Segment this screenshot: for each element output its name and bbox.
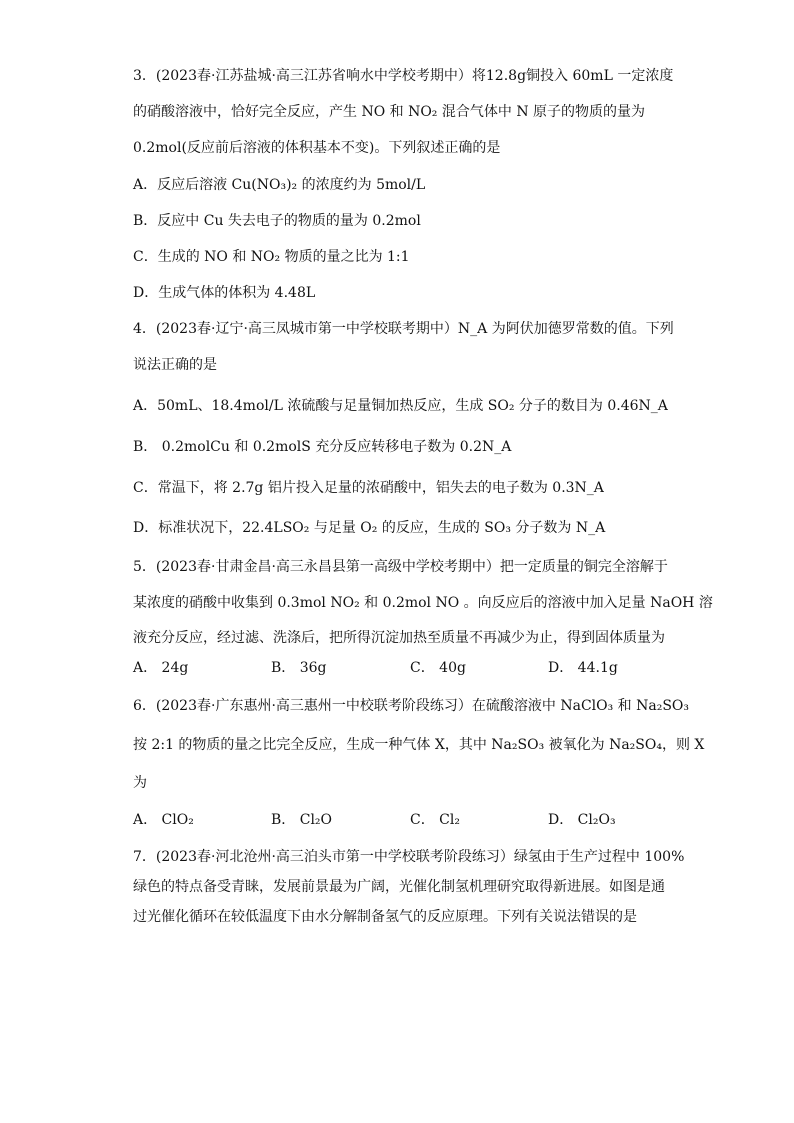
question-6-line-1: 6．(2023春·广东惠州·高三惠州一中校联考阶段练习）在硫酸溶液中 NaClO₃ 和 Na₂SO₃ [133, 698, 690, 714]
question-7-line-1: 7．(2023春·河北沧州·高三泊头市第一中学校联考阶段练习）绿氢由于生产过程中 100% [133, 849, 685, 865]
question-6-option-a: A． ClO₂ [133, 812, 194, 828]
question-3-line-2: 的硝酸溶液中，恰好完全反应，产生 NO 和 NO₂ 混合气体中 N 原子的物质的量为 [133, 104, 646, 120]
question-7-line-3: 过光催化循环在较低温度下由水分解制备氢气的反应原理。下列有关说法错误的是 [133, 909, 637, 925]
question-4-option-d: D．标准状况下，22.4LSO₂ 与足量 O₂ 的反应，生成的 SO₃ 分子数为 N_A [133, 520, 606, 536]
question-3-option-c: C．生成的 NO 和 NO₂ 物质的量之比为 1:1 [133, 249, 410, 265]
question-3-line-3: 0.2mol(反应前后溶液的体积基本不变)。下列叙述正确的是 [133, 140, 501, 156]
question-5-option-b: B． 36g [271, 660, 327, 676]
question-4-line-2: 说法正确的是 [133, 357, 217, 373]
question-3-option-b: B．反应中 Cu 失去电子的物质的量为 0.2mol [133, 213, 421, 229]
question-5-line-1: 5．(2023春·甘肃金昌·高三永昌县第一高级中学校考期中）把一定质量的铜完全溶解于 [133, 559, 668, 575]
question-6-line-3: 为 [133, 775, 147, 791]
question-5-option-c: C． 40g [410, 660, 466, 676]
question-6-option-b: B． Cl₂O [271, 812, 333, 828]
question-5-option-d: D． 44.1g [548, 660, 618, 676]
question-6-option-d: D． Cl₂O₃ [548, 812, 616, 828]
question-6-option-c: C． Cl₂ [410, 812, 460, 828]
question-5-line-2: 某浓度的硝酸中收集到 0.3mol NO₂ 和 0.2mol NO 。向反应后的溶液中加入足量 NaOH 溶 [133, 595, 713, 611]
question-3-option-d: D．生成气体的体积为 4.48L [133, 285, 316, 301]
question-4-option-c: C．常温下，将 2.7g 铝片投入足量的浓硝酸中，铝失去的电子数为 0.3N_A [133, 480, 604, 496]
question-6-line-2: 按 2:1 的物质的量之比完全反应，生成一种气体 X，其中 Na₂SO₃ 被氧化为 Na₂SO₄，则 X [133, 737, 705, 753]
question-3-line-1: 3．(2023春·江苏盐城·高三江苏省响水中学校考期中）将12.8g铜投入 60mL 一定浓度 [133, 68, 674, 84]
question-5-line-3: 液充分反应，经过滤、洗涤后，把所得沉淀加热至质量不再减少为止，得到固体质量为 [133, 630, 665, 646]
question-7-line-2: 绿色的特点备受青睐，发展前景最为广阔，光催化制氢机理研究取得新进展。如图是通 [133, 879, 665, 895]
question-3-option-a: A．反应后溶液 Cu(NO₃)₂ 的浓度约为 5mol/L [133, 177, 426, 193]
question-4-option-a: A．50mL、18.4mol/L 浓硫酸与足量铜加热反应，生成 SO₂ 分子的数目为 0.46N_A [133, 398, 668, 414]
question-4-line-1: 4．(2023春·辽宁·高三凤城市第一中学校联考期中）N_A 为阿伏加德罗常数的值。下列 [133, 321, 674, 337]
question-5-option-a: A． 24g [133, 660, 189, 676]
question-4-option-b: B． 0.2molCu 和 0.2molS 充分反应转移电子数为 0.2N_A [133, 439, 512, 455]
